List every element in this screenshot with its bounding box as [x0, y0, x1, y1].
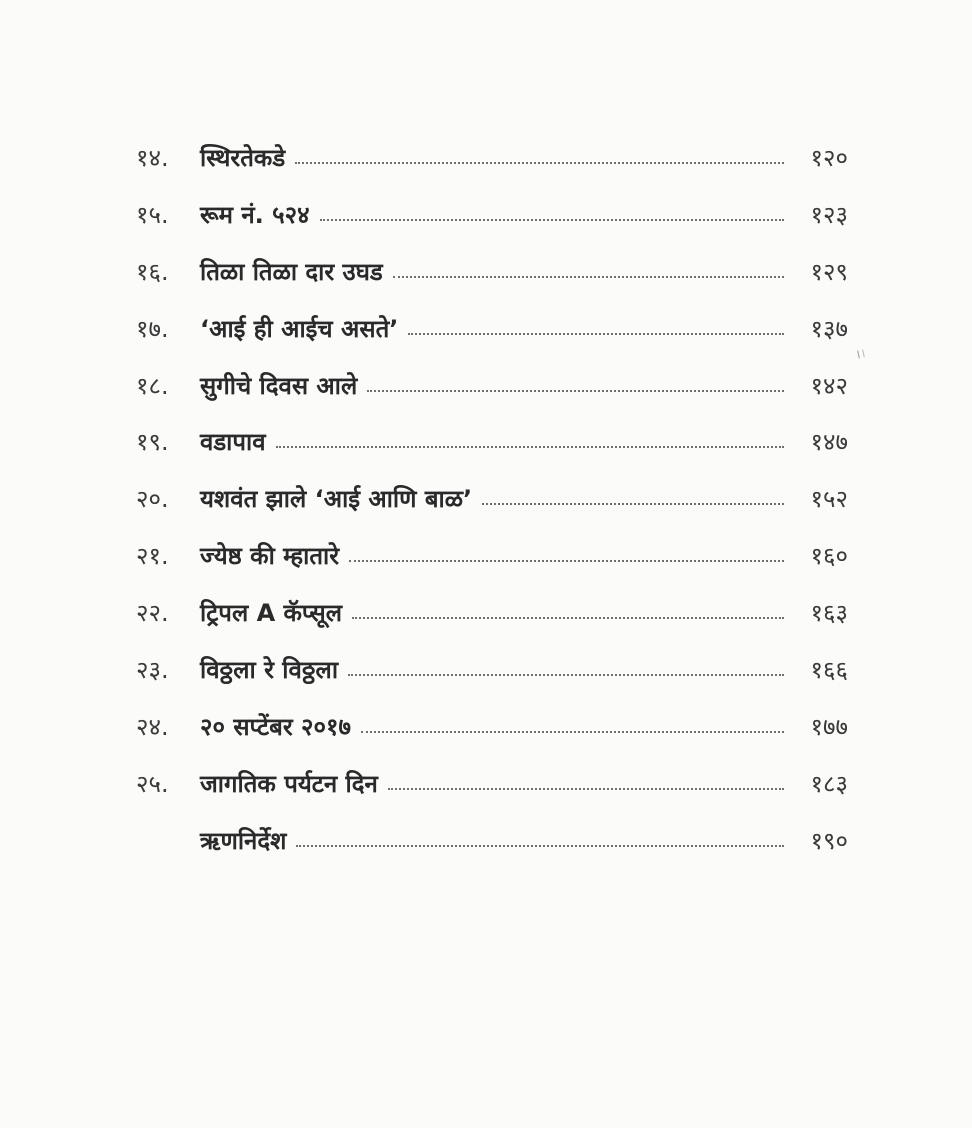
toc-entry [136, 487, 848, 544]
entry-title: ज्येष्ठ की म्हातारे [200, 542, 340, 571]
entry-number: २५. [136, 769, 169, 798]
entry-number: १५. [136, 200, 169, 229]
toc-entry [136, 712, 848, 772]
dot-leader [367, 389, 784, 392]
entry-page-number: १७७ [810, 712, 848, 741]
entry-number: २४. [136, 712, 169, 741]
toc-entry [136, 371, 848, 431]
entry-number: १४. [136, 144, 169, 172]
entry-title: तिळा तिळा दार उघड [200, 257, 383, 286]
entry-page-number: १३७ [810, 314, 848, 343]
toc-entry [136, 544, 848, 601]
print-speck [857, 349, 865, 358]
entry-number: १९. [136, 428, 169, 457]
entry-page-number: १६३ [810, 599, 848, 628]
dot-leader [295, 161, 784, 164]
entry-page-number: १४७ [810, 428, 848, 457]
entry-number: १६. [136, 257, 169, 286]
toc-entry [136, 769, 848, 829]
entry-page-number: १२३ [810, 200, 848, 229]
table-of-contents [136, 146, 848, 886]
dot-leader [349, 559, 784, 562]
entry-title: स्थिरतेकडे [200, 144, 286, 172]
entry-page-number: १२० [810, 144, 848, 172]
dot-leader [352, 616, 784, 619]
dot-leader [393, 275, 784, 278]
entry-title: वडापाव [200, 428, 266, 457]
dot-leader [408, 332, 784, 335]
entry-page-number: १९० [810, 826, 848, 855]
dot-leader [361, 730, 784, 733]
toc-entry [136, 314, 848, 374]
entry-number: १८. [136, 371, 169, 400]
entry-page-number: १६६ [810, 656, 848, 685]
entry-page-number: १२९ [810, 257, 848, 286]
entry-title: ट्रिपल A कॅप्सूल [200, 599, 342, 628]
dot-leader [320, 218, 784, 221]
toc-entry [136, 146, 848, 203]
toc-entry [136, 601, 848, 658]
dot-leader [296, 844, 784, 847]
entry-number: २१. [136, 542, 169, 571]
entry-number: २२. [136, 599, 169, 628]
toc-entry [136, 826, 848, 886]
entry-title: ‘आई ही आईच असते’ [200, 314, 399, 343]
entry-page-number: १८३ [810, 769, 848, 798]
entry-page-number: १४२ [810, 371, 848, 400]
toc-entry [136, 257, 848, 317]
entry-title: विठ्ठला रे विठ्ठला [200, 656, 339, 685]
entry-number: १७. [136, 314, 169, 343]
dot-leader [482, 502, 784, 505]
entry-title: सुगीचे दिवस आले [200, 371, 358, 400]
entry-page-number: १६० [810, 542, 848, 571]
entry-page-number: १५२ [810, 485, 848, 514]
dot-leader [276, 445, 784, 448]
entry-title: रूम नं. ५२४ [200, 200, 310, 229]
entry-title: २० सप्टेंबर २०१७ [200, 712, 351, 741]
dot-leader [348, 673, 784, 676]
entry-number: २०. [136, 485, 169, 514]
entry-title: ऋणनिर्देश [200, 826, 287, 855]
entry-title: यशवंत झाले ‘आई आणि बाळ’ [200, 485, 473, 514]
toc-entry [136, 200, 848, 260]
entry-title: जागतिक पर्यटन दिन [200, 769, 378, 798]
dot-leader [388, 787, 784, 790]
toc-entry [136, 430, 848, 487]
entry-number: २३. [136, 656, 169, 685]
toc-entry [136, 658, 848, 715]
